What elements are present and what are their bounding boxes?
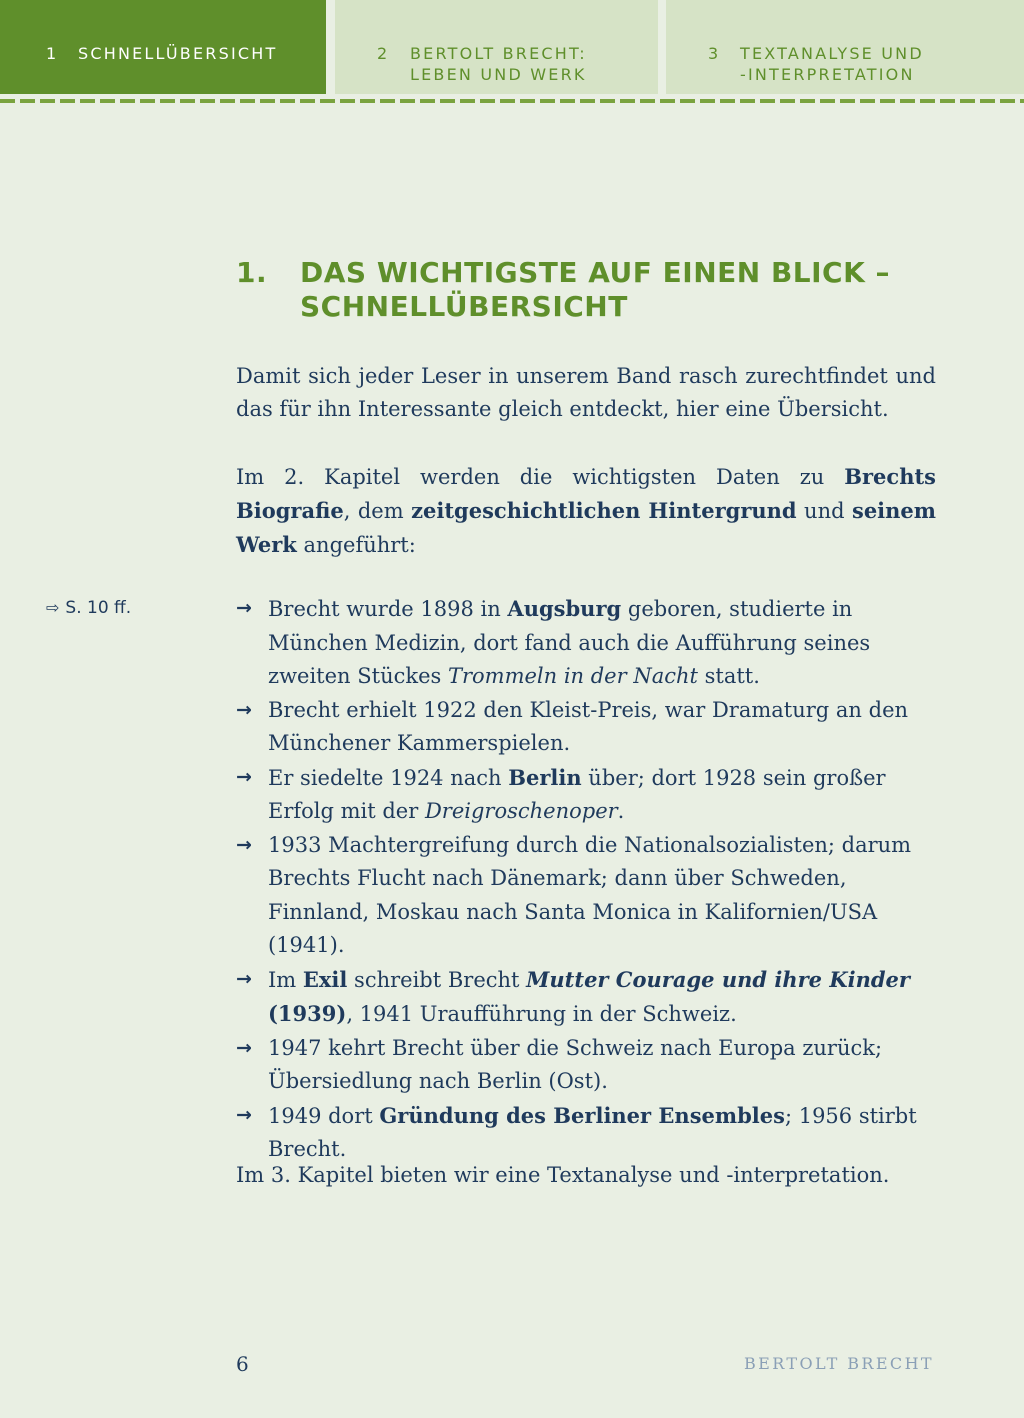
text: statt. [697, 664, 760, 688]
text: und [796, 499, 852, 523]
arrow-icon: → [236, 1036, 252, 1059]
arrow-icon: → [236, 1103, 252, 1126]
bold-text: Augsburg [507, 596, 622, 621]
text: 1949 dort [268, 1103, 380, 1128]
bold-text: zeitgeschichtlichen Hintergrund [411, 498, 797, 523]
bold-text: Gründung des Berliner Ensembles [379, 1102, 785, 1128]
list-item [236, 761, 936, 829]
margin-reference[interactable] [46, 598, 131, 618]
tab-textanalyse[interactable] [666, 0, 1024, 94]
text: Im 2. Kapitel werden die wichtigsten Daten zu [236, 465, 845, 489]
text: . [617, 799, 625, 823]
arrow-icon: → [236, 765, 252, 788]
heading-text: DAS WICHTIGSTE AUF EINEN BLICK – SCHNELLÜBERSICHT [300, 256, 891, 323]
list-item [236, 592, 936, 694]
arrow-icon: → [236, 967, 252, 990]
arrow-icon: → [236, 833, 252, 856]
bold-text: (1939) [268, 1001, 347, 1026]
tab-number: 3 [708, 44, 721, 63]
bold-italic-text [526, 967, 910, 992]
list-item [236, 1099, 936, 1167]
text: angeführt: [296, 533, 416, 557]
chapter3-paragraph: Im 3. Kapitel bieten wir eine Textanalyse und -interpretation. [236, 1163, 890, 1187]
running-title: BERTOLT BRECHT [743, 1354, 934, 1373]
italic-text: Dreigroschenoper [424, 799, 618, 823]
work-title: Mutter Courage und ihre Kinder [526, 966, 910, 992]
tab-number: 1 [46, 44, 59, 63]
dashed-divider [0, 99, 1024, 103]
text: , 1941 Uraufführung in der Schweiz. [346, 1002, 737, 1026]
text: Er siedelte 1924 nach [268, 765, 509, 790]
list-item [236, 829, 936, 963]
tab-label: TEXTANALYSE UND -INTERPRETATION [740, 44, 924, 84]
italic-text: Trommeln in der Nacht [447, 664, 698, 688]
text: 1947 kehrt Brecht über die Schweiz nach Europa zurück; Übersiedlung nach Berlin (Ost). [268, 1035, 883, 1093]
arrow-icon: → [236, 698, 252, 721]
page-number: 6 [236, 1352, 249, 1376]
list-item [236, 963, 936, 1032]
text: Im [268, 967, 303, 992]
text: geboren, studierte in München Medizin, dort fand auch die Aufführung seines zweiten Stückes [268, 597, 871, 688]
biography-list [236, 592, 936, 1167]
heading-number: 1. [236, 256, 268, 289]
text: über; dort 1928 sein großer Erfolg mit der [268, 765, 886, 823]
chapter2-paragraph [236, 460, 936, 562]
tab-label: BERTOLT BRECHT: LEBEN UND WERK [410, 44, 587, 84]
text: schreibt Brecht [347, 967, 527, 992]
arrow-icon: → [236, 597, 252, 619]
bold-text: Exil [302, 966, 348, 992]
tab-schnelluebersicht[interactable] [0, 0, 326, 94]
bold-text: Berlin [508, 764, 582, 790]
tab-leben-und-werk[interactable] [335, 0, 658, 94]
bold-text: Brechts Biografie [236, 464, 936, 523]
text: ; 1956 stirbt Brecht. [268, 1103, 917, 1161]
tab-number: 2 [377, 44, 390, 63]
text: , dem [343, 499, 412, 523]
chapter-tabs [0, 0, 1024, 96]
list-item [236, 694, 936, 761]
bold-text: seinem Werk [236, 498, 937, 557]
text: 1933 Machtergreifung durch die Nationalsozialisten; darum Brechts Flucht nach Dänemark; dann über Schweden, Finnland, Moskau nach Santa Monica in Kalifornien/USA (1941). [268, 832, 912, 957]
list-item [236, 1032, 936, 1099]
intro-paragraph: Damit sich jeder Leser in unserem Band rasch zurechtfindet und das für ihn Interessante gleich entdeckt, hier eine Übersicht. [236, 364, 936, 421]
arrow-right-icon: ⇨ [46, 598, 60, 617]
text: Brecht wurde 1898 in [268, 597, 508, 621]
text: Brecht erhielt 1922 den Kleist-Preis, war Dramaturg an den Münchener Kammerspielen. [268, 697, 909, 755]
tab-label: SCHNELLÜBERSICHT [78, 44, 278, 63]
margin-reference-text: S. 10 ff. [65, 598, 132, 618]
